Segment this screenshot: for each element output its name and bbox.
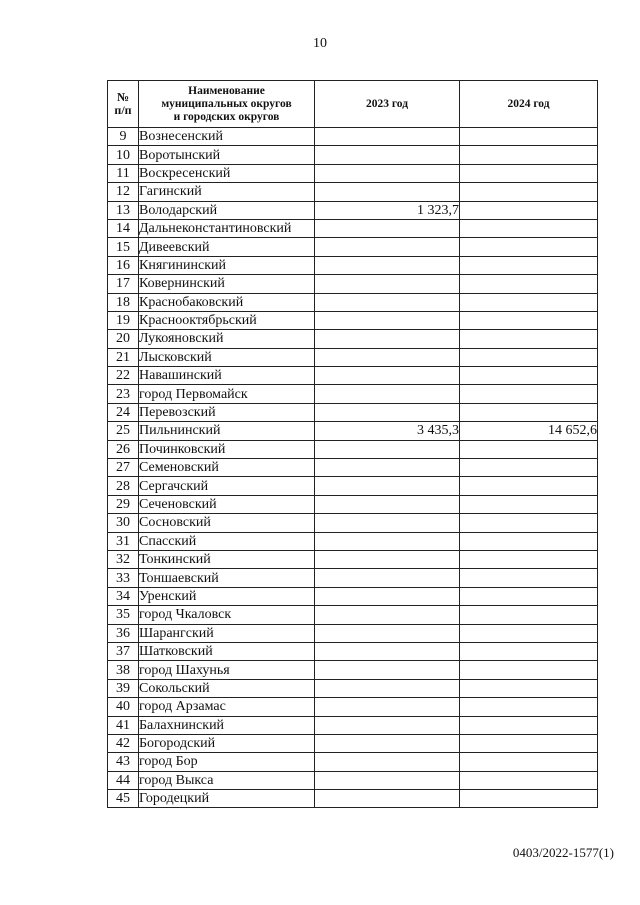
row-number: 25 (108, 422, 139, 440)
row-name: Дальнеконстантиновский (139, 219, 315, 237)
row-value-2023 (315, 459, 460, 477)
row-name: Балахнинский (139, 716, 315, 734)
table-row (108, 624, 598, 642)
row-number: 37 (108, 642, 139, 660)
row-value-2023 (315, 753, 460, 771)
header-name-label: Наименование муниципальных округов и городских округов (161, 84, 292, 123)
header-2024 (460, 81, 598, 128)
row-value-2024 (460, 201, 598, 219)
row-number: 9 (108, 128, 139, 146)
row-number: 43 (108, 753, 139, 771)
row-value-2024 (460, 367, 598, 385)
row-number: 21 (108, 348, 139, 366)
row-value-2024 (460, 238, 598, 256)
row-value-2024 (460, 532, 598, 550)
row-name: Шатковский (139, 642, 315, 660)
row-value-2023 (315, 477, 460, 495)
row-number: 30 (108, 514, 139, 532)
row-value-2023 (315, 642, 460, 660)
row-name: Пильнинский (139, 422, 315, 440)
table-row (108, 514, 598, 532)
table-row (108, 164, 598, 182)
row-name: Гагинский (139, 183, 315, 201)
row-value-2023 (315, 569, 460, 587)
row-number: 35 (108, 606, 139, 624)
row-value-2023 (315, 348, 460, 366)
row-value-2024 (460, 514, 598, 532)
row-value-2023 (315, 790, 460, 808)
row-value-2023 (315, 164, 460, 182)
row-number: 10 (108, 146, 139, 164)
table-row (108, 679, 598, 697)
row-value-2024 (460, 440, 598, 458)
row-name: Княгининский (139, 256, 315, 274)
header-name (139, 81, 315, 128)
table-row (108, 716, 598, 734)
row-value-2023 (315, 219, 460, 237)
row-number: 24 (108, 403, 139, 421)
table-body (108, 128, 598, 808)
row-name: город Бор (139, 753, 315, 771)
table-row (108, 293, 598, 311)
header-2023-label: 2023 год (365, 97, 409, 110)
row-value-2023 (315, 734, 460, 752)
table-row (108, 532, 598, 550)
row-name: город Арзамас (139, 698, 315, 716)
row-value-2023 (315, 550, 460, 568)
row-value-2024 (460, 459, 598, 477)
table-row (108, 183, 598, 201)
row-number: 13 (108, 201, 139, 219)
table-row (108, 128, 598, 146)
row-number: 11 (108, 164, 139, 182)
table-row (108, 238, 598, 256)
row-name: Сеченовский (139, 495, 315, 513)
row-value-2023 (315, 183, 460, 201)
row-number: 32 (108, 550, 139, 568)
row-value-2023 (315, 256, 460, 274)
row-name: Перевозский (139, 403, 315, 421)
table-row (108, 330, 598, 348)
row-name: город Чкаловск (139, 606, 315, 624)
table-row (108, 256, 598, 274)
row-number: 44 (108, 771, 139, 789)
row-value-2024 (460, 679, 598, 697)
row-number: 15 (108, 238, 139, 256)
row-value-2024 (460, 128, 598, 146)
row-value-2024 (460, 771, 598, 789)
row-number: 19 (108, 311, 139, 329)
row-name: Городецкий (139, 790, 315, 808)
table-row (108, 477, 598, 495)
row-number: 26 (108, 440, 139, 458)
row-value-2024 (460, 256, 598, 274)
row-value-2024 (460, 550, 598, 568)
row-number: 41 (108, 716, 139, 734)
row-value-2024 (460, 183, 598, 201)
row-name: Богородский (139, 734, 315, 752)
row-name: Воскресенский (139, 164, 315, 182)
table-row (108, 403, 598, 421)
table-row (108, 495, 598, 513)
row-value-2023 (315, 440, 460, 458)
row-value-2023 (315, 661, 460, 679)
row-number: 45 (108, 790, 139, 808)
row-name: Шарангский (139, 624, 315, 642)
header-2024-label: 2024 год (507, 97, 550, 110)
row-value-2024 (460, 403, 598, 421)
row-value-2024 (460, 219, 598, 237)
row-value-2023: 3 435,3 (315, 422, 460, 440)
row-name: город Первомайск (139, 385, 315, 403)
row-value-2023 (315, 532, 460, 550)
row-value-2024 (460, 275, 598, 293)
row-value-2023 (315, 606, 460, 624)
row-name: Володарский (139, 201, 315, 219)
table-row (108, 734, 598, 752)
row-value-2024 (460, 311, 598, 329)
row-number: 39 (108, 679, 139, 697)
row-value-2024 (460, 587, 598, 605)
row-value-2024: 14 652,6 (460, 422, 598, 440)
row-number: 17 (108, 275, 139, 293)
row-value-2023 (315, 330, 460, 348)
row-name: Сергачский (139, 477, 315, 495)
row-name: Семеновский (139, 459, 315, 477)
row-name: Краснобаковский (139, 293, 315, 311)
table-row (108, 642, 598, 660)
row-number: 14 (108, 219, 139, 237)
table-row (108, 201, 598, 219)
header-2023 (315, 81, 460, 128)
row-name: Сосновский (139, 514, 315, 532)
table-row (108, 146, 598, 164)
row-value-2023 (315, 275, 460, 293)
row-number: 42 (108, 734, 139, 752)
table-row (108, 459, 598, 477)
table-row (108, 275, 598, 293)
row-value-2024 (460, 477, 598, 495)
row-value-2024 (460, 734, 598, 752)
row-name: Лысковский (139, 348, 315, 366)
table-header-row (108, 81, 598, 128)
row-name: Спасский (139, 532, 315, 550)
row-value-2024 (460, 753, 598, 771)
row-value-2023: 1 323,7 (315, 201, 460, 219)
row-name: Тонкинский (139, 550, 315, 568)
row-number: 28 (108, 477, 139, 495)
row-number: 33 (108, 569, 139, 587)
row-value-2024 (460, 661, 598, 679)
table-row (108, 569, 598, 587)
row-name: Воротынский (139, 146, 315, 164)
row-value-2024 (460, 569, 598, 587)
row-value-2023 (315, 311, 460, 329)
row-value-2024 (460, 146, 598, 164)
row-name: Лукояновский (139, 330, 315, 348)
row-value-2023 (315, 624, 460, 642)
row-number: 27 (108, 459, 139, 477)
row-name: Дивеевский (139, 238, 315, 256)
row-name: Сокольский (139, 679, 315, 697)
table-row (108, 367, 598, 385)
row-value-2024 (460, 642, 598, 660)
row-value-2024 (460, 698, 598, 716)
row-value-2024 (460, 330, 598, 348)
row-value-2024 (460, 716, 598, 734)
row-value-2024 (460, 385, 598, 403)
row-number: 12 (108, 183, 139, 201)
table-row (108, 219, 598, 237)
table-row (108, 698, 598, 716)
row-value-2023 (315, 403, 460, 421)
row-value-2023 (315, 679, 460, 697)
row-number: 31 (108, 532, 139, 550)
header-num (108, 81, 139, 128)
row-value-2023 (315, 698, 460, 716)
row-value-2023 (315, 238, 460, 256)
row-value-2023 (315, 128, 460, 146)
row-name: город Шахунья (139, 661, 315, 679)
row-name: Починковский (139, 440, 315, 458)
row-number: 22 (108, 367, 139, 385)
row-value-2024 (460, 348, 598, 366)
row-number: 40 (108, 698, 139, 716)
row-value-2024 (460, 495, 598, 513)
document-code: 0403/2022-1577(1) (512, 845, 614, 860)
row-number: 29 (108, 495, 139, 513)
row-name: Навашинский (139, 367, 315, 385)
table-row (108, 550, 598, 568)
header-num-label: № п/п (114, 90, 132, 117)
row-value-2024 (460, 164, 598, 182)
row-value-2023 (315, 495, 460, 513)
row-number: 18 (108, 293, 139, 311)
row-number: 23 (108, 385, 139, 403)
page-number: 10 (313, 36, 327, 51)
row-name: Краснооктябрьский (139, 311, 315, 329)
row-value-2023 (315, 716, 460, 734)
row-name: Тоншаевский (139, 569, 315, 587)
table-row (108, 606, 598, 624)
table-row (108, 422, 598, 440)
row-value-2023 (315, 771, 460, 789)
row-value-2023 (315, 367, 460, 385)
table-row (108, 753, 598, 771)
row-number: 34 (108, 587, 139, 605)
table-row (108, 311, 598, 329)
row-name: Уренский (139, 587, 315, 605)
table-row (108, 661, 598, 679)
row-name: Ковернинский (139, 275, 315, 293)
row-value-2024 (460, 606, 598, 624)
row-value-2023 (315, 293, 460, 311)
row-value-2024 (460, 293, 598, 311)
table-row (108, 348, 598, 366)
row-value-2023 (315, 587, 460, 605)
row-number: 20 (108, 330, 139, 348)
municipal-table (107, 80, 598, 808)
table-row (108, 790, 598, 808)
row-name: Вознесенский (139, 128, 315, 146)
table-row (108, 385, 598, 403)
row-value-2023 (315, 146, 460, 164)
table-row (108, 587, 598, 605)
row-value-2023 (315, 514, 460, 532)
table-row (108, 440, 598, 458)
row-value-2024 (460, 624, 598, 642)
row-name: город Выкса (139, 771, 315, 789)
row-value-2024 (460, 790, 598, 808)
row-value-2023 (315, 385, 460, 403)
row-number: 38 (108, 661, 139, 679)
row-number: 16 (108, 256, 139, 274)
row-number: 36 (108, 624, 139, 642)
table-row (108, 771, 598, 789)
